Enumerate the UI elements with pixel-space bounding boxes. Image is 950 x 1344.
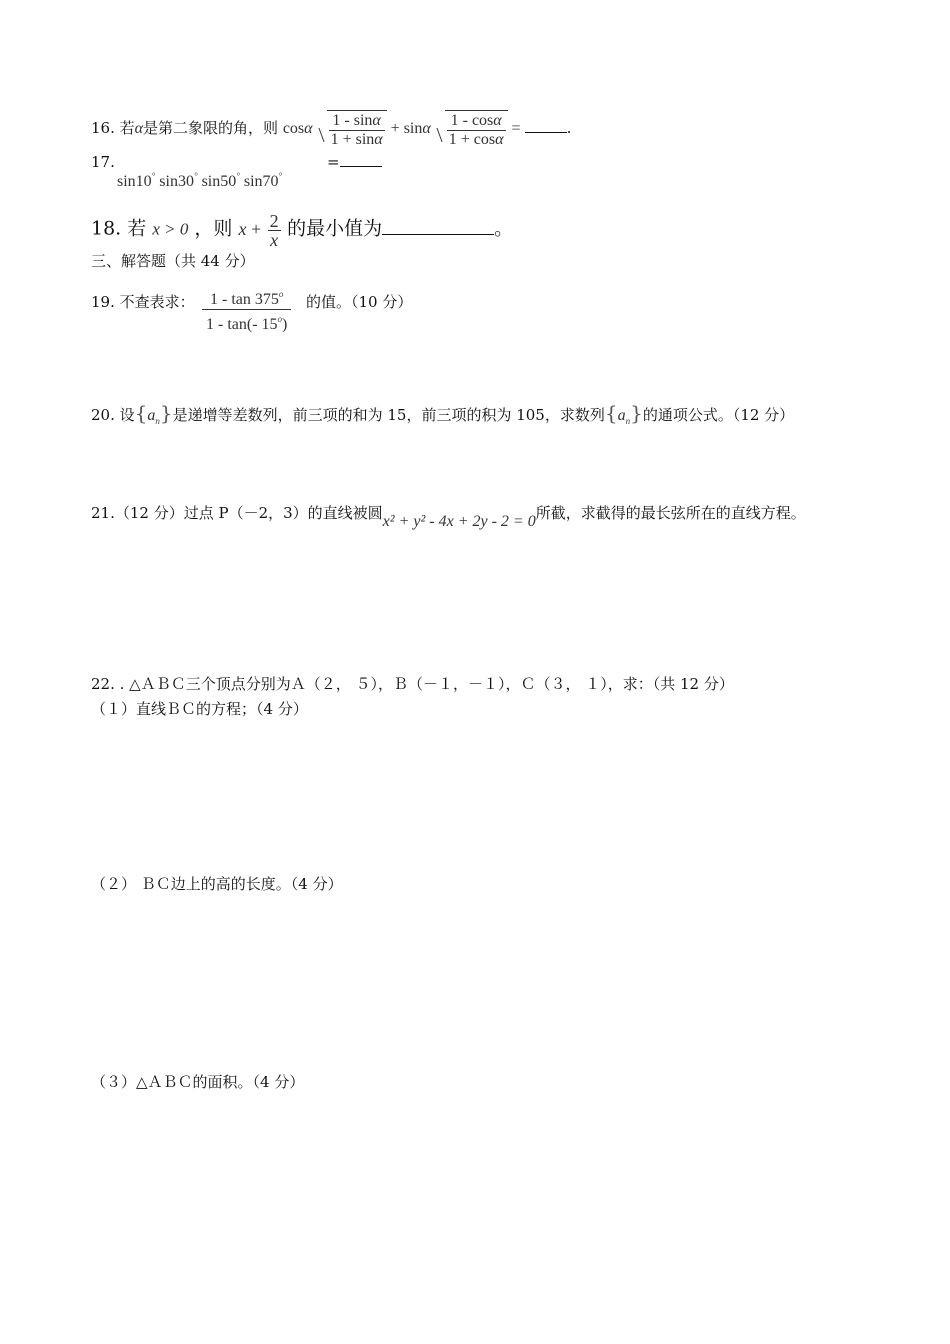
q19-prefix: 19. 不查表求： — [91, 293, 195, 311]
q20-prefix: 20. 设 — [91, 406, 135, 424]
q18-answer-blank[interactable] — [382, 234, 494, 235]
q20-seq-1: $\{a_n\}$ — [134, 401, 173, 426]
question-18: 18. 若 x > 0 ，则 x + $\frac{2}{x}$ 的最小值为 。 — [91, 211, 514, 250]
question-22-stem: 22. . △ＡＢＣ三个顶点分别为Ａ（２， ５），Ｂ（－１，－１），Ｃ（３， １），求：（共 12 分） — [91, 675, 734, 693]
question-19 — [91, 292, 195, 312]
q18-condition: x > 0 — [152, 219, 189, 239]
q16-sqrt-1: $\frac{1 - \sin\alpha}{1 + \sin\alpha}$ — [317, 110, 387, 149]
q20-mid: 是递增等差数列，前三项的和为 15，前三项的积为 105，求数列 — [172, 406, 605, 424]
q21-prefix: 21.（12 分）过点 P（－2，3）的直线被圆 — [91, 504, 383, 522]
q16-mid: 是第二象限的角，则 — [143, 119, 279, 138]
question-21 — [91, 503, 806, 530]
q16-answer-blank[interactable] — [525, 132, 567, 133]
q17-label: 17. — [91, 153, 115, 171]
q17-answer-blank[interactable] — [340, 166, 382, 167]
q17-expression: sin10° sin30° sin50° sin70° — [117, 171, 283, 190]
q21-circle-equation: x² + y² - 4x + 2y - 2 = 0 — [382, 513, 536, 530]
q20-seq-2: $\{a_n\}$ — [604, 401, 643, 426]
question-16: 16. 若α是第二象限的角，则 cosα $\frac{1 - \sin\alpha}{1 + \sin\alpha}$ + sinα $\frac{1 - \cos\alpha}{1 + \cos\alpha}$ = . — [91, 112, 572, 148]
question-20 — [91, 403, 794, 431]
question-22-part-2: （２） ＢＣ边上的高的长度。（4 分） — [91, 875, 343, 893]
question-17 — [91, 152, 115, 172]
q20-suffix: 的通项公式。（12 分） — [642, 406, 795, 424]
q17-answer: = — [327, 152, 382, 172]
q21-suffix: 所截，求截得的最长弦所在的直线方程。 — [535, 504, 806, 522]
q16-expression: cosα $\frac{1 - \sin\alpha}{1 + \sin\alpha}$ + sinα $\frac{1 - \cos\alpha}{1 + \cos\alpha}$ = — [282, 112, 521, 148]
q18-prefix: 18. 若 — [91, 217, 147, 240]
q16-prefix: 16. 若 — [91, 119, 135, 138]
q16-alpha: α — [134, 120, 144, 138]
section-3-heading: 三、解答题（共 44 分） — [91, 252, 255, 270]
q19-suffix: 的值。（10 分） — [306, 293, 413, 311]
q16-sqrt-2: $\frac{1 - \cos\alpha}{1 + \cos\alpha}$ — [435, 110, 508, 149]
question-22-part-3: （３）△ＡＢＣ的面积。（4 分） — [91, 1073, 305, 1091]
q18-expression: x + $\frac{2}{x}$ — [238, 211, 279, 250]
question-22-part-1: （１）直线ＢＣ的方程；（4 分） — [91, 700, 308, 718]
q18-mid: ，则 — [194, 217, 233, 240]
q18-text: 的最小值为 — [287, 217, 383, 240]
q19-fraction: $\frac{1 - \tan 375^o}{1 - \tan(- 15^o)}$ — [200, 285, 293, 334]
